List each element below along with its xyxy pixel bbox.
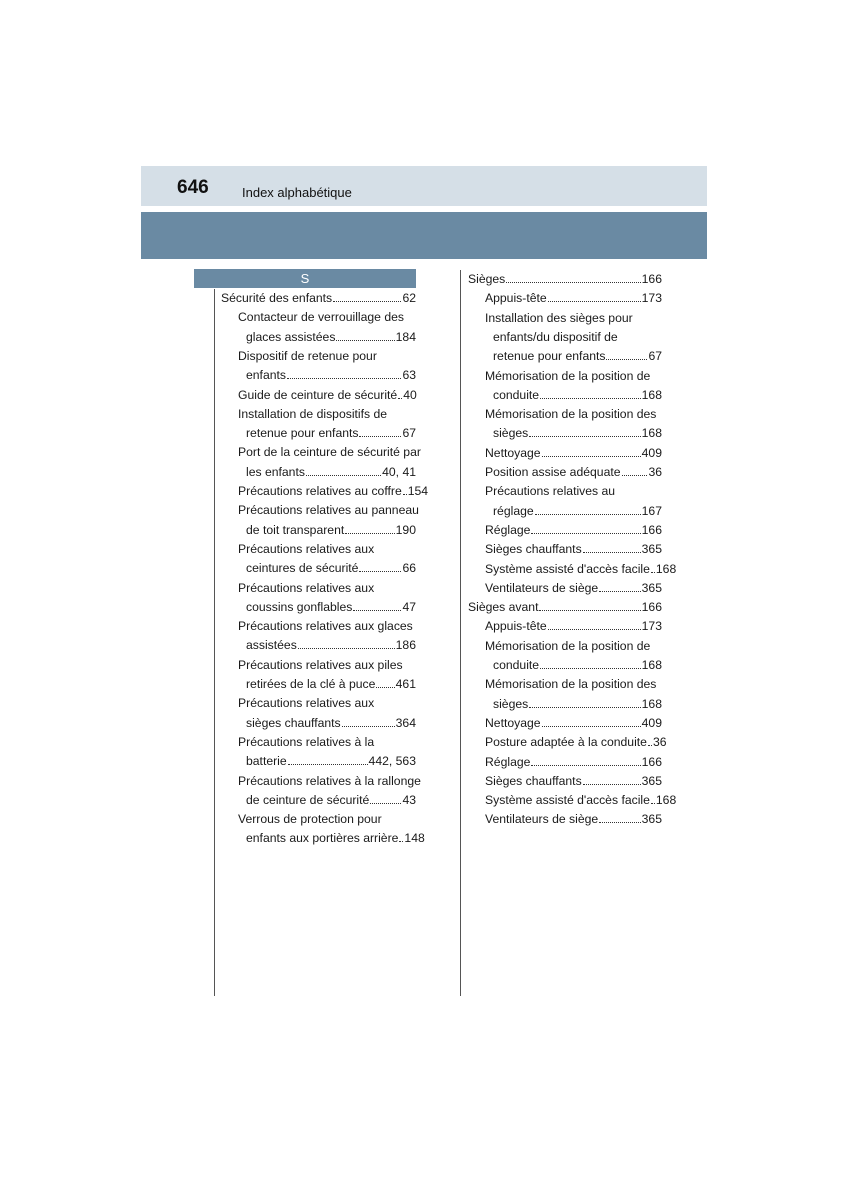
index-entry-label: Précautions relatives aux glaces xyxy=(238,619,413,634)
index-entry-page: 442, 563 xyxy=(368,754,416,769)
index-entry-label: Précautions relatives au panneau xyxy=(238,503,419,518)
dot-leader xyxy=(333,292,401,302)
index-entry-label: Précautions relatives à la xyxy=(238,734,375,749)
index-entry-page: 40, 41 xyxy=(382,464,416,479)
index-entry xyxy=(238,484,429,498)
dot-leader xyxy=(342,717,395,727)
index-entry-label: Installation des sièges pour xyxy=(485,310,633,325)
dot-leader xyxy=(599,813,641,823)
index-entry-page: 168 xyxy=(655,561,677,576)
dot-leader xyxy=(542,717,641,727)
index-entry xyxy=(485,755,662,769)
dot-leader xyxy=(542,447,641,457)
index-entry-page: 365 xyxy=(641,773,662,788)
index-entry-label: Système assisté d'accès facile xyxy=(485,793,650,808)
index-entry xyxy=(246,638,416,652)
index-entry xyxy=(485,619,662,633)
index-entry-label: Sièges chauffants xyxy=(485,542,582,557)
index-entry xyxy=(246,793,416,807)
index-entry-label: Appuis-tête xyxy=(485,291,547,306)
index-entry-page: 168 xyxy=(641,387,662,402)
index-entry xyxy=(485,542,662,556)
index-entry-page: 168 xyxy=(655,793,677,808)
index-entry-label: Ventilateurs de siège xyxy=(485,580,599,595)
dot-leader xyxy=(535,505,641,515)
dot-leader xyxy=(529,427,640,437)
dot-leader xyxy=(606,350,647,360)
index-entry-label: Posture adaptée à la conduite xyxy=(485,735,647,750)
index-entry-page: 62 xyxy=(402,291,416,305)
index-entry-label: Réglage xyxy=(485,754,531,769)
index-entry xyxy=(493,388,662,402)
index-entry-label: Appuis-tête xyxy=(485,619,547,634)
page-title: Index alphabétique xyxy=(242,185,352,200)
index-entry-page: 365 xyxy=(641,812,662,827)
index-entry-page: 66 xyxy=(402,561,416,576)
dot-leader xyxy=(287,369,401,379)
index-entry xyxy=(493,658,662,672)
index-entry xyxy=(246,523,416,537)
index-entry-page: 190 xyxy=(395,522,416,537)
index-entry-page: 364 xyxy=(395,715,416,730)
index-entry-page: 40 xyxy=(403,387,417,402)
dot-leader xyxy=(622,466,648,476)
index-entry-label: les enfants xyxy=(246,464,305,479)
index-entry xyxy=(246,831,425,846)
page-number: 646 xyxy=(177,177,209,198)
dot-leader xyxy=(583,775,641,785)
index-entry xyxy=(485,735,667,750)
dot-leader xyxy=(599,582,641,592)
index-entry-label: conduite xyxy=(493,387,540,402)
index-entry-page: 365 xyxy=(641,580,662,595)
index-entry-page: 47 xyxy=(402,599,416,614)
dot-leader xyxy=(506,273,640,283)
index-entry-label: Ventilateurs de siège xyxy=(485,812,599,827)
dot-leader xyxy=(531,756,640,766)
index-entry-label: glaces assistées xyxy=(246,329,336,344)
index-entry-label: Sièges chauffants xyxy=(485,773,582,788)
index-entry-page: 167 xyxy=(641,503,662,518)
index-entry-label: retenue pour enfants xyxy=(246,426,359,441)
dot-leader xyxy=(651,794,655,804)
index-entry-label: Précautions relatives au xyxy=(485,484,616,499)
dot-leader xyxy=(548,292,641,302)
index-entry xyxy=(468,272,662,286)
index-entry-page: 166 xyxy=(641,522,662,537)
dot-leader xyxy=(403,485,407,495)
index-entry-label: Sièges avant xyxy=(468,600,539,615)
dot-leader xyxy=(539,601,640,611)
index-entry-page: 168 xyxy=(641,426,662,441)
index-entry xyxy=(493,349,662,363)
index-entry-label: assistées xyxy=(246,638,297,653)
dot-leader xyxy=(548,620,641,630)
index-entry-page: 67 xyxy=(648,349,662,364)
page-header xyxy=(141,166,707,206)
index-entry xyxy=(485,465,662,479)
index-entry xyxy=(485,774,662,788)
index-entry xyxy=(246,677,416,691)
index-entry xyxy=(493,426,662,440)
index-entry-label: Guide de ceinture de sécurité xyxy=(238,387,398,402)
dot-leader xyxy=(648,736,652,746)
index-entry-label: de toit transparent xyxy=(246,522,345,537)
dot-leader xyxy=(540,389,641,399)
index-entry-label: enfants xyxy=(246,368,286,383)
index-entry-label: Position assise adéquate xyxy=(485,465,621,479)
index-entry-page: 365 xyxy=(641,542,662,557)
index-entry xyxy=(246,600,416,614)
index-entry xyxy=(485,523,662,537)
index-entry-page: 166 xyxy=(641,272,662,286)
index-entry xyxy=(493,697,662,711)
index-entry-page: 67 xyxy=(402,426,416,441)
index-entry xyxy=(246,754,416,768)
section-band xyxy=(141,212,707,259)
dot-leader xyxy=(376,678,394,688)
dot-leader xyxy=(531,524,640,534)
index-entry-label: Installation de dispositifs de xyxy=(238,406,388,421)
index-entry-page: 36 xyxy=(648,465,662,479)
index-entry-label: ceintures de sécurité xyxy=(246,561,359,576)
index-entry-page: 173 xyxy=(641,291,662,306)
dot-leader xyxy=(298,639,395,649)
index-entry-page: 173 xyxy=(641,619,662,634)
index-entry-label: conduite xyxy=(493,658,540,672)
index-entry-label: Contacteur de verrouillage des xyxy=(238,310,404,325)
dot-leader xyxy=(399,832,403,842)
dot-leader xyxy=(336,331,394,341)
index-entry-page: 166 xyxy=(641,600,662,615)
index-entry-label: réglage xyxy=(493,503,534,518)
index-entry xyxy=(468,600,662,614)
index-entry-label: Nettoyage xyxy=(485,445,541,460)
index-entry-label: Sécurité des enfants xyxy=(221,291,333,305)
index-entry xyxy=(221,291,416,305)
index-entry-label: sièges xyxy=(493,696,529,711)
index-entry-page: 43 xyxy=(402,792,416,807)
index-entry-label: Nettoyage xyxy=(485,715,541,730)
section-letter-badge: S xyxy=(194,269,416,288)
index-entry-label: batterie xyxy=(246,754,287,769)
dot-leader xyxy=(651,563,655,573)
index-entry-label: Sièges xyxy=(468,272,506,286)
dot-leader xyxy=(359,427,401,437)
index-entry xyxy=(493,504,662,518)
index-entry-label: Précautions relatives aux xyxy=(238,696,375,711)
index-entry-label: de ceinture de sécurité xyxy=(246,792,370,807)
right-column-rule xyxy=(460,270,461,996)
index-entry-label: Port de la ceinture de sécurité par xyxy=(238,445,421,460)
index-entry-label: retenue pour enfants xyxy=(493,349,606,364)
left-column-rule xyxy=(214,289,215,996)
index-entry-label: sièges xyxy=(493,426,529,441)
index-entry xyxy=(238,388,416,402)
index-entry-page: 63 xyxy=(402,368,416,383)
index-entry xyxy=(485,793,677,808)
index-entry xyxy=(485,561,677,576)
index-entry-label: coussins gonflables xyxy=(246,599,353,614)
index-entry-label: Précautions relatives aux xyxy=(238,580,375,595)
dot-leader xyxy=(529,698,640,708)
index-entry xyxy=(246,561,416,575)
index-entry-label: Précautions relatives aux piles xyxy=(238,657,403,672)
index-entry xyxy=(246,465,416,479)
index-entry-label: Précautions relatives au coffre xyxy=(238,484,402,498)
index-entry xyxy=(485,446,662,460)
index-entry-label: Dispositif de retenue pour xyxy=(238,348,377,363)
index-entry-label: Mémorisation de la position de xyxy=(485,368,651,383)
index-entry-page: 168 xyxy=(641,696,662,711)
index-entry-label: Mémorisation de la position des xyxy=(485,677,657,692)
index-entry-label: retirées de la clé à puce xyxy=(246,677,376,691)
dot-leader xyxy=(398,389,402,399)
index-entry xyxy=(485,812,662,826)
index-entry-label: Précautions relatives aux xyxy=(238,541,375,556)
dot-leader xyxy=(370,794,401,804)
dot-leader xyxy=(306,466,381,476)
index-entry xyxy=(246,368,416,382)
dot-leader xyxy=(353,601,401,611)
dot-leader xyxy=(583,543,641,553)
index-entry-page: 168 xyxy=(641,658,662,672)
dot-leader xyxy=(345,524,394,534)
index-entry-page: 184 xyxy=(395,329,416,344)
dot-leader xyxy=(288,755,368,765)
index-entry-page: 166 xyxy=(641,754,662,769)
index-entry-label: Réglage xyxy=(485,522,531,537)
index-entry xyxy=(485,581,662,595)
index-entry xyxy=(485,291,662,305)
index-entry xyxy=(246,330,416,344)
index-entry-page: 409 xyxy=(641,715,662,730)
index-entry-page: 409 xyxy=(641,445,662,460)
index-entry-page: 148 xyxy=(404,831,425,846)
index-entry xyxy=(246,426,416,440)
index-entry-label: Mémorisation de la position des xyxy=(485,407,657,422)
index-entry-page: 154 xyxy=(407,484,429,498)
index-entry-page: 461 xyxy=(395,677,416,691)
index-entry-label: Mémorisation de la position de xyxy=(485,638,651,653)
index-entry-page: 186 xyxy=(395,638,416,653)
index-entry-page: 36 xyxy=(652,735,667,750)
index-entry xyxy=(246,716,416,730)
index-entry xyxy=(485,716,662,730)
index-entry-label: Précautions relatives à la rallonge xyxy=(238,773,421,788)
dot-leader xyxy=(540,659,641,669)
index-entry-label: Verrous de protection pour xyxy=(238,812,382,827)
index-entry-label: enfants/du dispositif de xyxy=(493,329,618,344)
dot-leader xyxy=(359,562,401,572)
index-entry-label: enfants aux portières arrière xyxy=(246,831,399,846)
index-entry-label: Système assisté d'accès facile xyxy=(485,561,650,576)
index-entry-label: sièges chauffants xyxy=(246,715,341,730)
